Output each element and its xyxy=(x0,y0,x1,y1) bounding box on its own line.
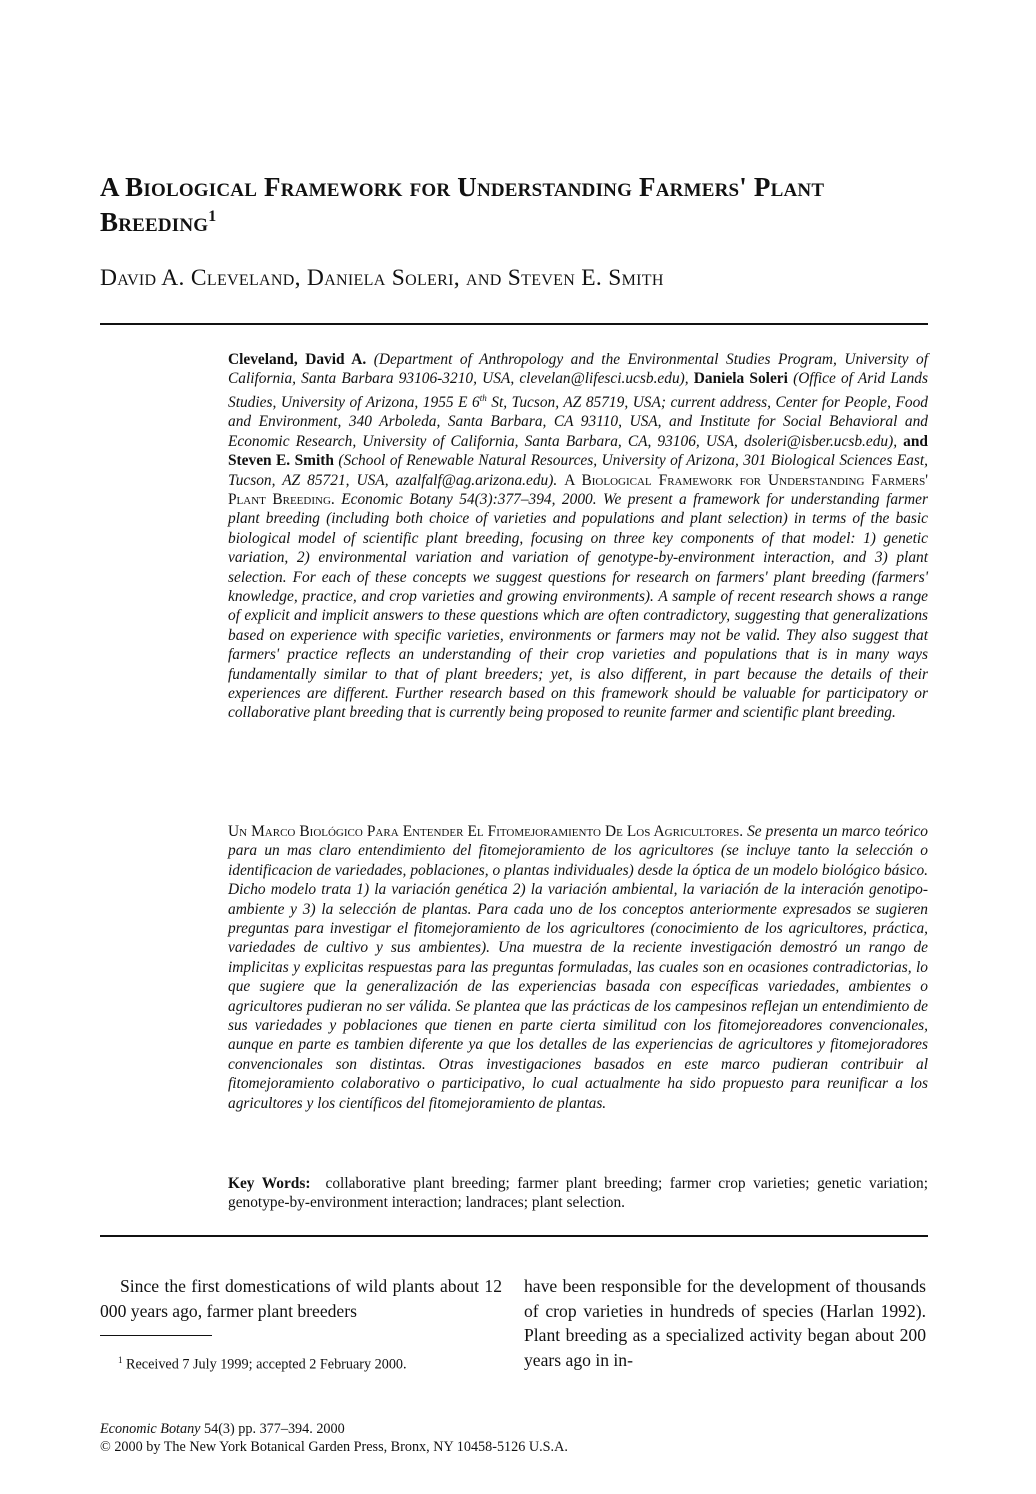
keywords-label: Key Words: xyxy=(228,1175,311,1192)
keywords xyxy=(228,1174,928,1213)
copyright-line: © 2000 by The New York Botanical Garden Press, Bronx, NY 10458-5126 U.S.A. xyxy=(100,1439,568,1455)
body-left-column: Since the first domestications of wild plants about 12 000 years ago, farmer plant breeders xyxy=(100,1276,502,1321)
journal-issue: 54(3) pp. 377–394. 2000 xyxy=(204,1421,345,1437)
abstract-es-title: Un Marco Biológico Para Entender El Fitomejoramiento De Los Agricultores. xyxy=(228,823,744,840)
abstract-english xyxy=(228,350,928,723)
bottom-rule xyxy=(100,1235,928,1237)
author2-affiliation: (Office of Arid Lands Studies, University of Arizona, 1955 E 6th St, Tucson, AZ 85719, USA; current address, Center for People, Food and Environment, 340 Arboleda, Santa Barbara, CA 93110, USA, and Institute for Social Behavioral and Economic Research, University of California, Santa Barbara, CA, 93106, USA, dsoleri@isber.ucsb.edu), xyxy=(228,370,928,450)
page-footer xyxy=(100,1420,900,1456)
keywords-text: collaborative plant breeding; farmer plant breeding; farmer crop varieties; genetic variation; genotype-by-environment interaction; landraces; plant selection. xyxy=(228,1175,929,1212)
abstract-es-body: Se presenta un marco teórico para un mas claro entendimiento del fitomejoramiento de los agricultores (se incluye tanto la selección o identificacion de variedades, poblaciones, o plantas individuales) desde la óptica de un modelo biológico básico. Dicho modelo trata 1) la variación genética 2) la variación ambiental, la variación de la interación genotipo-ambiente y 3) la selección de plantas. Para cada uno de los conceptos anteriormente expresados se sugieren preguntas para investigar el fitomejoramiento de los agricultores (conocimiento de los agricultores, práctica, variedades de cultivo y sus ambientes). Una muestra de la reciente investigación demostró un rango de implicitas y explicitas respuestas para las preguntas formuladas, las cuales son en ocasiones contradictorias, lo que sugiere que la generalización de las experiencias basada con específicas variedades, ambientes o agricultores pudieran no ser válida. Se plantea que las prácticas de los campesinos reflejan un entendimiento de sus variedades y poblaciones que tienen en parte cierta similitud con los fitomejoreadores convencionales, aunque en parte es tambien diferente ya que los detalles de las experiencias de agricultores y fitomejoradores convencionales son distintas. Otras investigaciones basados en este marco pudieran contribuir al fitomejoramiento colaborativo o participativo, lo cual actualmente ha sido propuesto para reunificar a los agricultores y los científicos del fitomejoramiento de plantas. xyxy=(228,823,929,1112)
author2-name: Daniela Soleri xyxy=(693,370,788,388)
footnote-mark: 1 xyxy=(118,1355,123,1365)
title-footnote-mark: 1 xyxy=(208,208,217,226)
title-text: A Biological Framework for Understanding Farmers' Plant Breeding xyxy=(100,172,825,238)
abstract-spanish xyxy=(228,822,928,1113)
abstract-body: Economic Botany 54(3):377–394, 2000. We present a framework for understanding farmer plant breeding (including both choice of varieties and populations and plant selection) in terms of the basic biological model of scientific plant breeding, focusing on three key components of that model: 1) genetic variation, 2) environmental variation and variation of genotype-by-environment interaction, and 3) plant selection. For each of these concepts we suggest questions for research on farmers' plant breeding (farmers' knowledge, practice, and crop varieties and growing environments). A sample of recent research shows a range of explicit and implicit answers to these questions which are often contradictory, suggesting that generalizations based on experience with specific varieties, environments or farmers may not be valid. They also suggest that farmers' practice reflects an understanding of their crop varieties and populations that is in many ways fundamentally similar to that of plant breeders; yet, is also different, in part because the details of their experiences are different. Further research based on this framework should be valuable for participatory or collaborative plant breeding that is currently being proposed to reunite farmer and scientific plant breeding. xyxy=(228,490,928,722)
author3-name: Steven E. Smith xyxy=(228,452,334,470)
article-title xyxy=(100,170,940,240)
abstract-title: A Biological Framework for Understanding Farmers' Plant Breeding. xyxy=(228,471,928,508)
journal-name: Economic Botany xyxy=(100,1421,201,1437)
author1-name: Cleveland, David A. xyxy=(228,351,367,368)
footnote-rule xyxy=(100,1335,212,1336)
author-line: David A. Cleveland, Daniela Soleri, and Steven E. Smith xyxy=(100,265,664,291)
author1-affiliation: (Department of Anthropology and the Environmental Studies Program, University of California, Santa Barbara 93106-3210, USA, clevelan@lifesci.ucsb.edu), xyxy=(228,351,928,388)
author3-affiliation: (School of Renewable Natural Resources, University of Arizona, 301 Biological Sciences East, Tucson, AZ 85721, USA, azalfalf@ag.arizona.edu). xyxy=(228,452,928,489)
top-rule xyxy=(100,323,928,325)
footnote-text: Received 7 July 1999; accepted 2 February 2000. xyxy=(126,1356,407,1373)
author-connector: and xyxy=(903,432,928,450)
footnote xyxy=(118,1351,518,1374)
journal-citation xyxy=(100,1420,900,1438)
body-right-column: have been responsible for the development of thousands of crop varieties in hundreds of species (Harlan 1992). Plant breeding as a specialized activity began about 200 years ago in in- xyxy=(524,1276,926,1370)
